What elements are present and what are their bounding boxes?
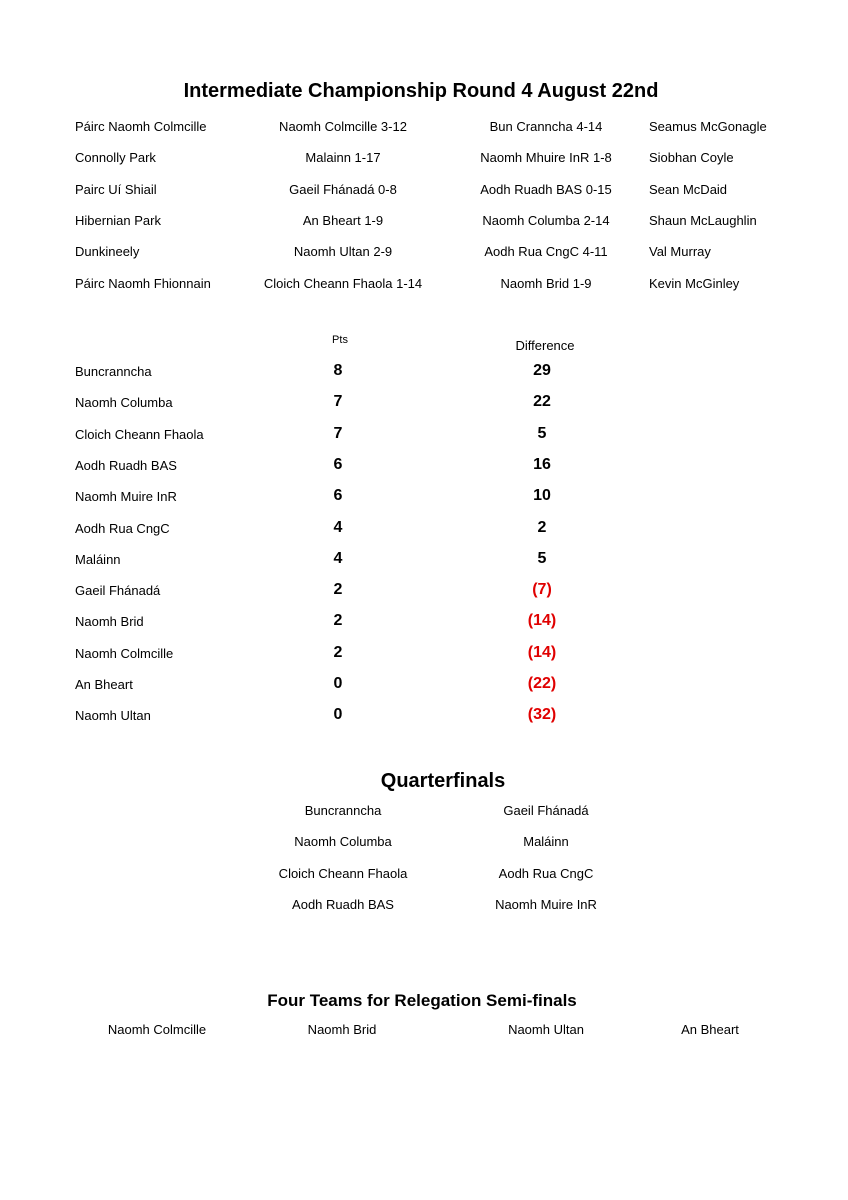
fixture-referee: Sean McDaid (649, 181, 728, 197)
team-difference: 29 (533, 362, 551, 379)
difference-header: Difference (515, 338, 575, 353)
fixture-venue: Dunkineely (75, 244, 140, 260)
page-title: Intermediate Championship Round 4 August 22nd (183, 80, 659, 102)
team-difference: 2 (537, 518, 547, 536)
team-points: 2 (333, 643, 343, 661)
fixture-away-result: Naomh Columba 2-14 (482, 212, 610, 228)
team-difference: 5 (537, 424, 547, 442)
quarterfinals-title: Quarterfinals (380, 770, 506, 792)
fixture-venue: Páirc Naomh Colmcille (75, 119, 207, 134)
team-points: 6 (333, 455, 343, 473)
fixture-referee: Siobhan Coyle (649, 150, 734, 166)
fixture-referee: Kevin McGinley (649, 275, 740, 291)
team-name: Naomh Muire InR (75, 489, 177, 505)
team-name: Cloich Cheann Fhaola (75, 426, 204, 442)
team-name: An Bheart (75, 677, 133, 692)
team-name: Aodh Rua CngC (75, 520, 170, 536)
team-points: 7 (333, 393, 343, 411)
team-name: Naomh Colmcille (75, 645, 174, 661)
team-difference: 16 (533, 455, 551, 473)
fixture-venue: Connolly Park (75, 150, 156, 166)
team-name: Naomh Columba (75, 395, 173, 411)
fixture-referee: Val Murray (649, 244, 711, 260)
fixture-away-result: Naomh Brid 1-9 (500, 275, 592, 291)
fixture-referee: Seamus McGonagle (649, 119, 767, 134)
quarterfinal-team-left: Aodh Ruadh BAS (292, 896, 394, 912)
quarterfinal-team-left: Naomh Columba (294, 834, 392, 850)
fixture-home-result: Naomh Ultan 2-9 (293, 244, 393, 260)
fixture-away-result: Bun Cranncha 4-14 (489, 119, 603, 134)
relegation-team: Naomh Brid (307, 1022, 377, 1037)
team-points: 2 (333, 612, 343, 630)
quarterfinal-team-left: Buncranncha (304, 803, 382, 818)
team-points: 0 (333, 706, 343, 724)
team-difference: 22 (533, 393, 551, 411)
team-difference: (14) (527, 643, 557, 661)
team-name: Naomh Brid (75, 614, 144, 630)
quarterfinal-team-right: Maláinn (523, 834, 569, 850)
fixture-away-result: Aodh Rua CngC 4-11 (484, 244, 608, 260)
team-points: 7 (333, 424, 343, 442)
fixture-home-result: Naomh Colmcille 3-12 (279, 119, 407, 134)
team-difference: (22) (527, 675, 557, 692)
team-difference: 10 (533, 487, 551, 505)
quarterfinal-team-right: Aodh Rua CngC (498, 865, 594, 881)
team-points: 6 (333, 487, 343, 505)
team-name: Gaeil Fhánadá (75, 583, 161, 599)
team-difference: (14) (527, 612, 557, 630)
fixture-venue: Pairc Uí Shiail (75, 181, 157, 197)
team-points: 2 (333, 581, 343, 599)
fixture-home-result: Malainn 1-17 (305, 150, 381, 166)
pts-header: Pts (332, 334, 348, 346)
team-difference: 5 (537, 549, 547, 567)
team-points: 0 (333, 675, 343, 692)
team-points: 4 (333, 518, 343, 536)
quarterfinal-team-right: Gaeil Fhánadá (503, 803, 589, 818)
team-points: 4 (333, 549, 343, 567)
relegation-title: Four Teams for Relegation Semi-finals (267, 991, 577, 1010)
fixture-venue: Hibernian Park (75, 212, 161, 228)
team-difference: (32) (527, 706, 557, 724)
quarterfinal-team-left: Cloich Cheann Fhaola (278, 865, 408, 881)
fixture-referee: Shaun McLaughlin (649, 212, 757, 228)
fixture-home-result: Gaeil Fhánadá 0-8 (289, 181, 397, 197)
team-name: Buncranncha (75, 364, 152, 379)
relegation-team: Naomh Colmcille (107, 1022, 207, 1037)
fixture-home-result: An Bheart 1-9 (302, 212, 384, 228)
fixture-away-result: Naomh Mhuire InR 1-8 (480, 150, 612, 166)
team-difference: (7) (532, 581, 552, 599)
quarterfinal-team-right: Naomh Muire InR (495, 896, 597, 912)
fixture-home-result: Cloich Cheann Fhaola 1-14 (263, 275, 423, 291)
team-points: 8 (333, 362, 343, 379)
relegation-team: An Bheart (681, 1022, 739, 1037)
team-name: Aodh Ruadh BAS (75, 457, 177, 473)
relegation-team: Naomh Ultan (508, 1022, 584, 1037)
team-name: Maláinn (75, 551, 121, 567)
fixture-venue: Páirc Naomh Fhionnain (75, 275, 211, 291)
team-name: Naomh Ultan (75, 708, 151, 724)
fixture-away-result: Aodh Ruadh BAS 0-15 (480, 181, 612, 197)
